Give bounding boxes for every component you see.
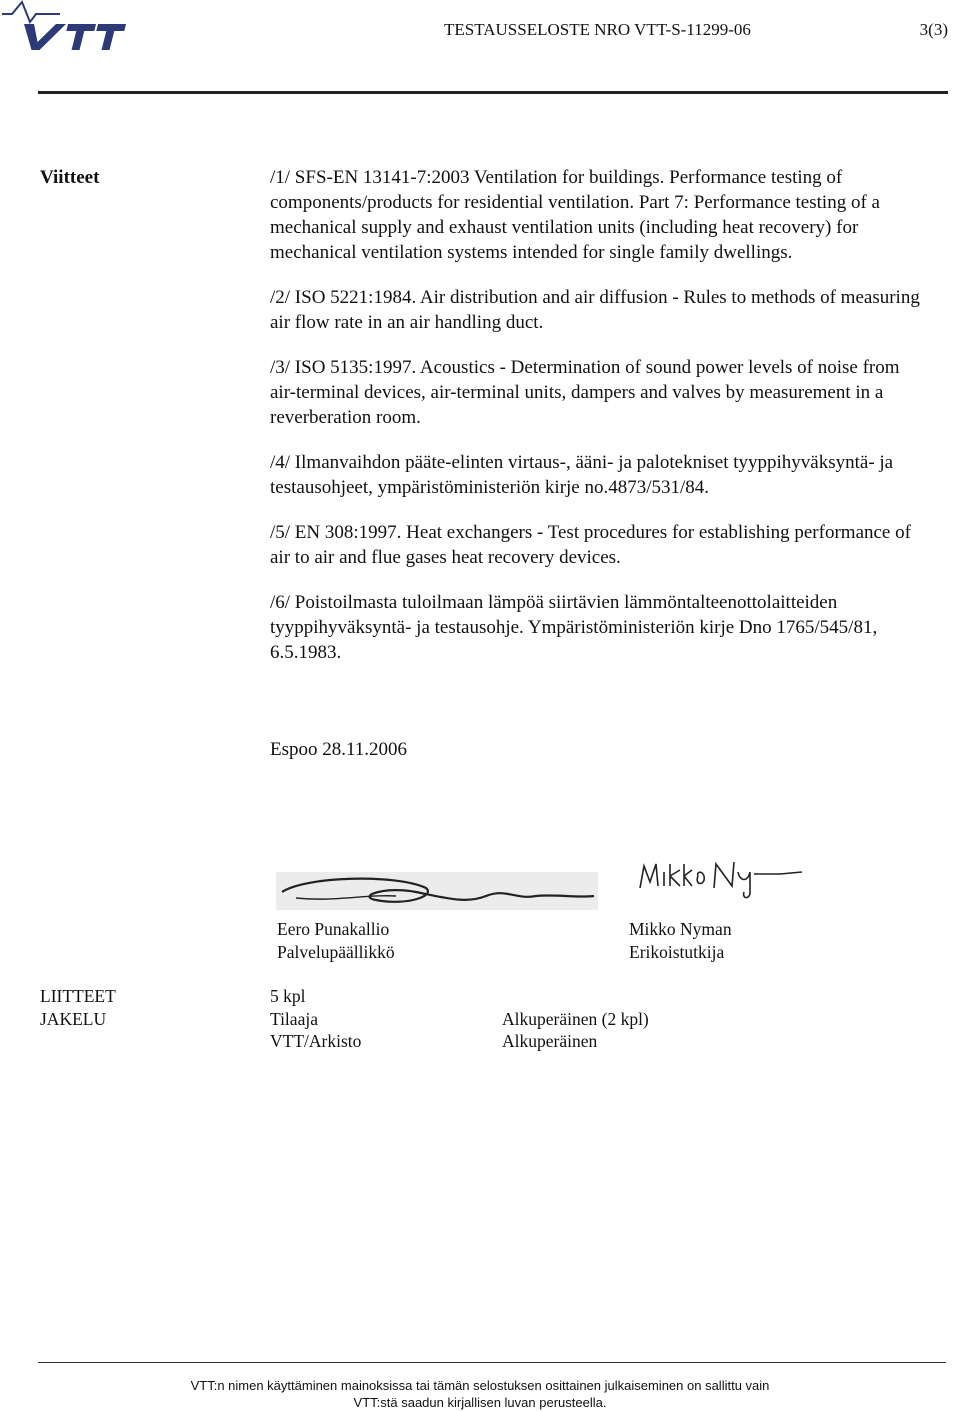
reference-item: /3/ ISO 5135:1997. Acoustics - Determination of sound power levels of noise from air-terminal devices, air-terminal units, dampers and valves by measurement in a reverberation room. [270, 357, 900, 428]
signatory-name: Mikko Nyman [629, 919, 732, 939]
signature-nyman [630, 858, 810, 903]
signatory-title: Erikoistutkija [629, 942, 725, 962]
distribution-recipient: Tilaaja [270, 1009, 318, 1029]
signatory-name: Eero Punakallio [277, 919, 390, 939]
footer-line: VTT:stä saadun kirjallisen luvan perusteella. [353, 1395, 607, 1410]
signatory-2 [629, 918, 732, 964]
footer-divider [38, 1362, 946, 1363]
reference-item: /1/ SFS-EN 13141-7:2003 Ventilation for buildings. Performance testing of components/products for residential ventilation. Part 7: Performance testing of a mechanical supply and exhaust ventilation units (including heat recovery) for mechanical ventilation systems intended for single family dwellings. [270, 167, 880, 263]
distribution-recipient: VTT/Arkisto [270, 1031, 362, 1051]
references-heading: Viitteet [40, 167, 100, 188]
header-divider [38, 91, 948, 94]
distribution-label: JAKELU [40, 1009, 107, 1029]
signatory-1 [277, 918, 395, 964]
footer-notice [0, 1377, 960, 1411]
footer-line: VTT:n nimen käyttäminen mainoksissa tai tämän selostuksen osittainen julkaiseminen on sallittu vain [190, 1378, 770, 1393]
signatory-title: Palvelupäällikkö [277, 942, 395, 962]
reference-item: /5/ EN 308:1997. Heat exchangers - Test procedures for establishing performance of air to air and flue gases heat recovery devices. [270, 522, 911, 568]
page-number: 3(3) [919, 20, 948, 39]
signature-scribble-punakallio [276, 866, 606, 916]
reference-item: /6/ Poistoilmasta tuloilmaan lämpöä siirtävien lämmöntalteenottolaitteiden tyyppihyväksyntä- ja testausohje. Ympäristöministeriön kirje Dno 1765/545/81, 6.5.1983. [270, 592, 878, 663]
attachments-value: 5 kpl [270, 986, 306, 1006]
references-list [270, 165, 930, 685]
vtt-logo [0, 0, 140, 58]
distribution-copy: Alkuperäinen [502, 1031, 598, 1051]
document-title: TESTAUSSELOSTE NRO VTT-S-11299-06 [444, 20, 751, 39]
place-and-date: Espoo 28.11.2006 [270, 739, 408, 760]
attachments-label: LIITTEET [40, 986, 116, 1006]
distribution-copy: Alkuperäinen (2 kpl) [502, 1009, 649, 1029]
reference-item: /2/ ISO 5221:1984. Air distribution and air diffusion - Rules to methods of measuring air flow rate in an air handling duct. [270, 287, 920, 333]
reference-item: /4/ Ilmanvaihdon pääte-elinten virtaus-, ääni- ja palotekniset tyyppihyväksyntä- ja testausohjeet, ympäristöministeriön kirje no.4873/531/84. [270, 452, 894, 498]
